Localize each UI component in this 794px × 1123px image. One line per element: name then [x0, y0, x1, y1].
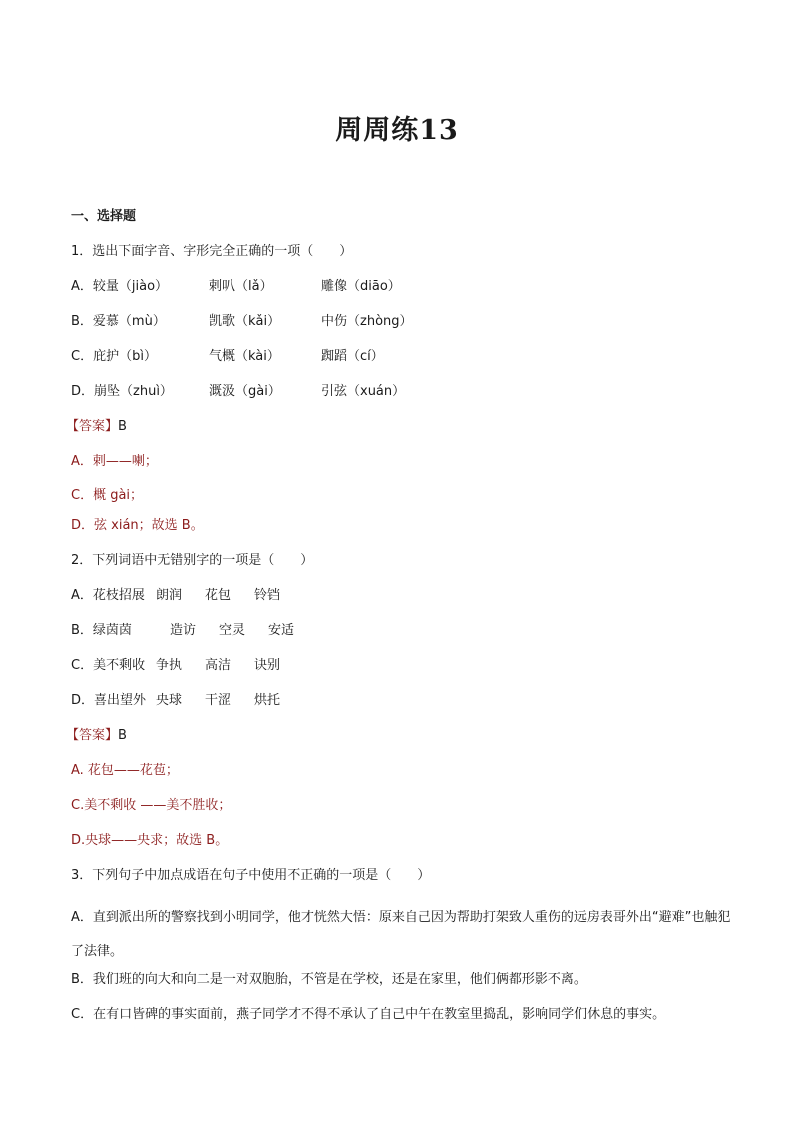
- option-word: 干涩: [205, 693, 232, 708]
- q1-option-c: [71, 347, 384, 367]
- option-word: D．喜出望外: [71, 693, 147, 708]
- q1-answer: [66, 417, 127, 437]
- option-word: C．美不剩收: [71, 658, 146, 673]
- answer-value: B: [118, 419, 127, 434]
- option-word: 朗润: [156, 588, 183, 603]
- q1-note-a: A．剌——喇；: [71, 454, 158, 469]
- option-word: 诀别: [254, 658, 281, 673]
- q2-answer: [66, 726, 127, 746]
- q2-option-b: [71, 621, 294, 641]
- option-label: B．爱慕（mù）: [71, 314, 166, 329]
- option-word: 高洁: [205, 658, 232, 673]
- option-word: 引弦（xuán）: [321, 384, 406, 399]
- q3-option-a: A．直到派出所的警察找到小明同学，他才恍然大悟：原来自己因为帮助打架致人重伤的远房表哥外出“避难”也触犯了法律。: [71, 910, 731, 959]
- option-word: 凯歌（kǎi）: [209, 314, 281, 329]
- option-word: 中伤（zhòng）: [321, 314, 413, 329]
- q3-option-c: C．在有口皆碑的事实面前，燕子同学才不得不承认了自己中午在教室里捣乱，影响同学们休息的事实。: [71, 1007, 666, 1022]
- q1-option-d: [71, 382, 405, 402]
- q2-option-a: [71, 586, 280, 606]
- option-word: 花包: [205, 588, 232, 603]
- q1-note-c: C．概 gài；: [71, 488, 144, 503]
- question-2-stem: 2．下列词语中无错别字的一项是（ ）: [71, 553, 314, 568]
- option-word: 溉汲（gài）: [209, 384, 281, 399]
- option-word: B．绿茵茵: [71, 623, 132, 638]
- option-word: 安适: [268, 623, 295, 638]
- option-word: 剌叭（lǎ）: [209, 279, 273, 294]
- option-word: 雕像（diāo）: [321, 279, 401, 294]
- page-title: 周周练13: [335, 115, 459, 146]
- q2-note-d: D.央球——央求；故选 B。: [71, 833, 229, 848]
- q1-note-d: D．弦 xián；故选 B。: [71, 518, 204, 533]
- option-word: A．花枝招展: [71, 588, 145, 603]
- q1-option-b: [71, 312, 413, 332]
- option-word: 造访: [170, 623, 197, 638]
- option-word: 气概（kài）: [209, 349, 280, 364]
- option-word: 争执: [156, 658, 183, 673]
- option-word: 央球: [156, 693, 183, 708]
- section-heading: 一、选择题: [71, 209, 137, 224]
- question-3-stem: 3．下列句子中加点成语在句子中使用不正确的一项是（ ）: [71, 868, 431, 883]
- q2-note-c: C.美不剩收 ——美不胜收；: [71, 798, 232, 813]
- option-word: 踟蹈（cí）: [321, 349, 384, 364]
- question-1-stem: 1．选出下面字音、字形完全正确的一项（ ）: [71, 244, 353, 259]
- option-word: 铃铛: [254, 588, 281, 603]
- option-word: 烘托: [254, 693, 281, 708]
- q3-option-b: B．我们班的向大和向二是一对双胞胎，不管是在学校，还是在家里，他们俩都形影不离。: [71, 972, 587, 987]
- answer-tag: 【答案】: [66, 419, 119, 434]
- answer-tag: 【答案】: [66, 728, 119, 743]
- q1-option-a: [71, 277, 401, 297]
- option-label: A．较量（jiào）: [71, 279, 169, 294]
- option-word: 空灵: [219, 623, 246, 638]
- q2-option-c: [71, 656, 280, 676]
- q2-option-d: [71, 691, 280, 711]
- answer-value: B: [118, 728, 127, 743]
- option-label: C．庇护（bì）: [71, 349, 157, 364]
- option-label: D．崩坠（zhuì）: [71, 384, 173, 399]
- q2-note-a: A. 花包——花苞；: [71, 763, 179, 778]
